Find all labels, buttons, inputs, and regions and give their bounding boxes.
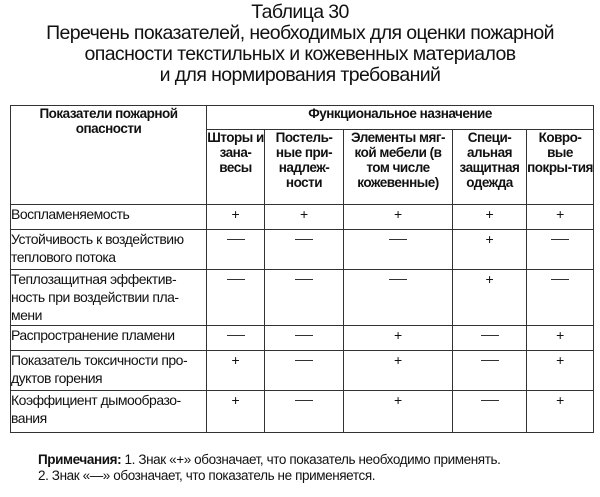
- applicable-mark: +: [265, 205, 344, 230]
- applicable-mark: +: [453, 270, 527, 326]
- applicable-mark: +: [453, 230, 527, 270]
- not-applicable-mark: [453, 391, 527, 433]
- applicable-mark: +: [527, 391, 594, 433]
- not-applicable-mark: [265, 270, 344, 326]
- table-number: Таблица 30: [251, 1, 349, 23]
- header-protective-clothing: Специ-альная защитная одежда: [453, 130, 527, 205]
- dash-icon: [389, 279, 407, 280]
- dash-icon: [227, 279, 245, 280]
- not-applicable-mark: [265, 391, 344, 433]
- applicable-mark: +: [207, 391, 265, 433]
- applicable-mark: +: [527, 326, 594, 351]
- not-applicable-mark: [265, 351, 344, 391]
- table-title-line-1: Перечень показателей, необходимых для оценки пожарной: [46, 22, 554, 44]
- dash-icon: [295, 400, 313, 401]
- applicable-mark: +: [453, 205, 527, 230]
- dash-icon: [481, 400, 499, 401]
- table-row: [11, 351, 594, 391]
- not-applicable-mark: [344, 230, 453, 270]
- header-carpets: Ковро-вые покры-тия: [527, 130, 594, 205]
- header-indicators: Показатели пожарной опасности: [11, 106, 207, 205]
- not-applicable-mark: [453, 351, 527, 391]
- row-indicator-label: Устойчивость к воздействию теплового потока: [11, 230, 207, 270]
- note-2: 2. Знак «—» обозначает, что показатель не применяется.: [38, 468, 376, 483]
- dash-icon: [227, 239, 245, 240]
- not-applicable-mark: [344, 270, 453, 326]
- not-applicable-mark: [453, 326, 527, 351]
- dash-icon: [551, 239, 569, 240]
- table-row: [11, 326, 594, 351]
- header-upholstered-furniture: Элементы мяг-кой мебели (в том числе кожевенные): [344, 130, 453, 205]
- applicable-mark: +: [344, 205, 453, 230]
- applicable-mark: +: [527, 205, 594, 230]
- table-title-line-3: и для нормирования требований: [159, 64, 441, 86]
- fire-hazard-indicators-table: [10, 105, 594, 433]
- header-functional-purpose: Функциональное назначение: [207, 106, 594, 130]
- not-applicable-mark: [207, 270, 265, 326]
- row-indicator-label: Показатель токсичности про-дуктов горения: [11, 351, 207, 391]
- row-indicator-label: Теплозащитная эффектив-ность при воздействии пла-мени: [11, 270, 207, 326]
- applicable-mark: +: [207, 205, 265, 230]
- dash-icon: [295, 279, 313, 280]
- not-applicable-mark: [207, 326, 265, 351]
- dash-icon: [551, 279, 569, 280]
- dash-icon: [227, 335, 245, 336]
- notes-label: Примечания:: [38, 452, 122, 467]
- applicable-mark: +: [344, 351, 453, 391]
- not-applicable-mark: [265, 230, 344, 270]
- not-applicable-mark: [207, 230, 265, 270]
- not-applicable-mark: [527, 230, 594, 270]
- applicable-mark: +: [344, 326, 453, 351]
- header-curtains: Шторы и зана-весы: [207, 130, 265, 205]
- dash-icon: [295, 335, 313, 336]
- not-applicable-mark: [527, 270, 594, 326]
- table-caption: [0, 2, 600, 86]
- applicable-mark: +: [207, 351, 265, 391]
- header-bedding: Постель-ные при-надлеж-ности: [265, 130, 344, 205]
- dash-icon: [295, 360, 313, 361]
- dash-icon: [481, 335, 499, 336]
- applicable-mark: +: [344, 391, 453, 433]
- notes: [38, 452, 598, 484]
- row-indicator-label: Коэффициент дымообразо-вания: [11, 391, 207, 433]
- not-applicable-mark: [265, 326, 344, 351]
- note-1: 1. Знак «+» обозначает, что показатель необходимо применять.: [121, 452, 501, 467]
- row-indicator-label: Распространение пламени: [11, 326, 207, 351]
- table-title-line-2: опасности текстильных и кожевенных материалов: [84, 43, 516, 65]
- table-row: [11, 230, 594, 270]
- table-row: [11, 205, 594, 230]
- table-row: [11, 270, 594, 326]
- dash-icon: [389, 239, 407, 240]
- row-indicator-label: Воспламеняемость: [11, 205, 207, 230]
- table-row: [11, 391, 594, 433]
- applicable-mark: +: [527, 351, 594, 391]
- dash-icon: [295, 239, 313, 240]
- dash-icon: [481, 360, 499, 361]
